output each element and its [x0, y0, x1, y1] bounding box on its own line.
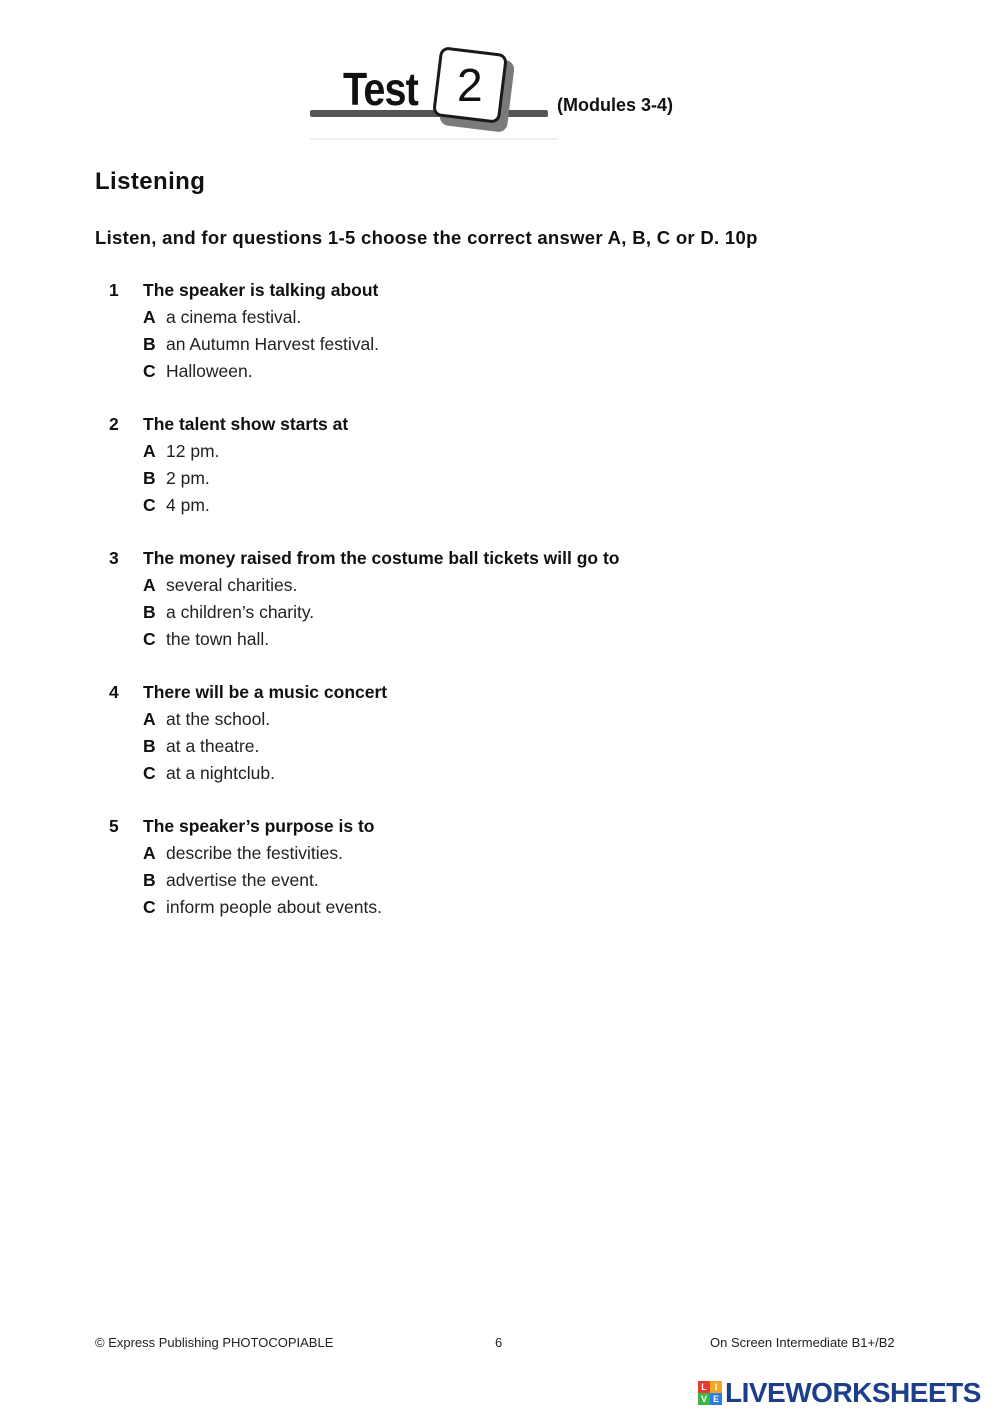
- question-number: 1: [109, 280, 119, 300]
- question-2: [0, 414, 1000, 548]
- section-title: Listening: [95, 168, 206, 195]
- option-letter: B: [143, 468, 156, 488]
- option-text: 2 pm.: [166, 468, 210, 488]
- instructions: Listen, and for questions 1-5 choose the correct answer A, B, C or D. 10p: [95, 227, 758, 248]
- test-number: 2: [457, 59, 483, 111]
- option-letter: B: [143, 602, 156, 622]
- question-stem: The talent show starts at: [143, 414, 349, 434]
- option-text: the town hall.: [166, 629, 270, 649]
- option-text: a children’s charity.: [166, 602, 315, 622]
- option-text: describe the festivities.: [166, 843, 344, 863]
- question-4: [0, 682, 1000, 816]
- question-stem: The speaker’s purpose is to: [143, 816, 375, 836]
- option-letter: B: [143, 334, 156, 354]
- option-text: a cinema festival.: [166, 307, 302, 327]
- question-number: 3: [109, 548, 119, 568]
- logo-cell: I: [710, 1381, 722, 1393]
- header-shadow-line: [310, 138, 558, 140]
- liveworksheets-watermark[interactable]: [698, 1377, 998, 1409]
- option-letter: A: [143, 709, 156, 729]
- option-text: inform people about events.: [166, 897, 382, 917]
- option-letter: C: [143, 361, 156, 381]
- option-text: at a nightclub.: [166, 763, 275, 783]
- question-number: 4: [109, 682, 119, 702]
- question-stem: The speaker is talking about: [143, 280, 379, 300]
- option-letter: C: [143, 495, 156, 515]
- page-number: 6: [495, 1335, 503, 1350]
- option-text: 12 pm.: [166, 441, 220, 461]
- option-letter: C: [143, 897, 156, 917]
- option-text: at a theatre.: [166, 736, 260, 756]
- question-number: 5: [109, 816, 119, 836]
- option-letter: A: [143, 307, 156, 327]
- option-text: several charities.: [166, 575, 298, 595]
- option-text: 4 pm.: [166, 495, 210, 515]
- question-number: 2: [109, 414, 119, 434]
- option-letter: A: [143, 575, 156, 595]
- option-text: Halloween.: [166, 361, 253, 381]
- option-text: at the school.: [166, 709, 271, 729]
- liveworksheets-wordmark: LIVEWORKSHEETS: [725, 1377, 981, 1408]
- option-letter: A: [143, 441, 156, 461]
- test-number-badge: [432, 46, 508, 124]
- option-letter: C: [143, 629, 156, 649]
- option-text: advertise the event.: [166, 870, 319, 890]
- question-stem: There will be a music concert: [143, 682, 388, 702]
- copyright-notice: © Express Publishing PHOTOCOPIABLE: [95, 1335, 334, 1350]
- question-5: [0, 816, 1000, 950]
- logo-cell: V: [698, 1393, 710, 1405]
- option-letter: B: [143, 870, 156, 890]
- test-header: [0, 0, 1000, 150]
- modules-label: (Modules 3-4): [557, 95, 674, 115]
- logo-cell: L: [698, 1381, 710, 1393]
- option-text: an Autumn Harvest festival.: [166, 334, 380, 354]
- question-1: [0, 280, 1000, 414]
- question-list: [0, 280, 1000, 950]
- question-3: [0, 548, 1000, 682]
- book-title: On Screen Intermediate B1+/B2: [710, 1335, 895, 1350]
- option-letter: A: [143, 843, 156, 863]
- logo-cell: E: [710, 1393, 722, 1405]
- option-letter: C: [143, 763, 156, 783]
- test-title: Test: [343, 63, 418, 115]
- liveworksheets-logo-icon: [698, 1381, 722, 1405]
- option-letter: B: [143, 736, 156, 756]
- question-stem: The money raised from the costume ball tickets will go to: [143, 548, 620, 568]
